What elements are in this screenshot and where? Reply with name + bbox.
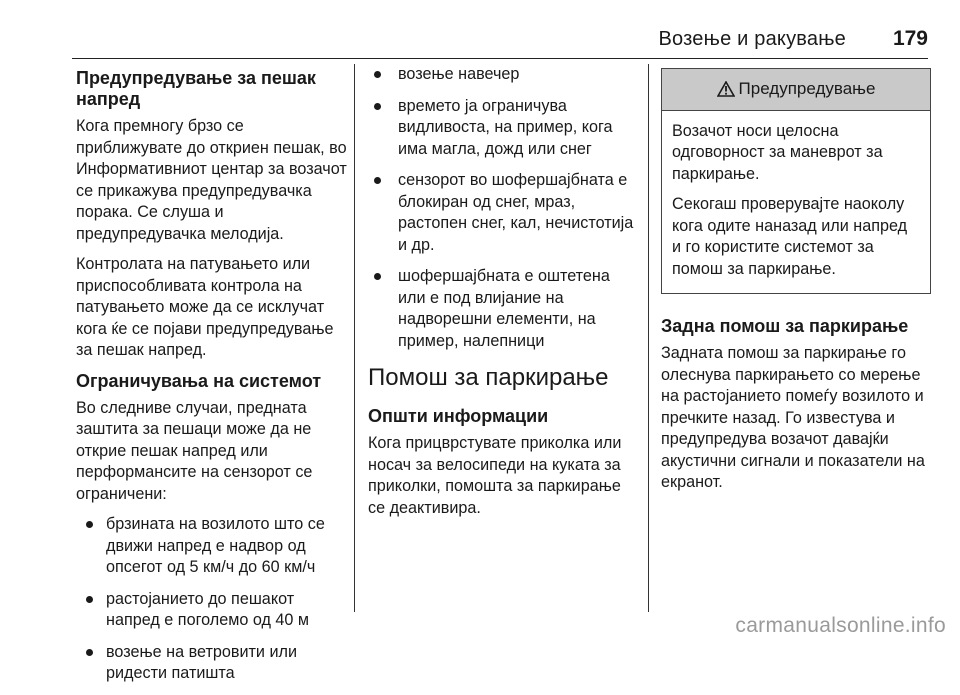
warning-box bbox=[661, 68, 931, 294]
warning-body bbox=[662, 111, 930, 294]
paragraph: Кога прицврстувате приколка или носач за велосипеди на куката за приколки, помошта за паркирање се деактивира. bbox=[368, 434, 622, 517]
paragraph: Секогаш проверувајте наоколу кога одите наназад или напред и го користите системот за помош за паркирање. bbox=[672, 195, 908, 278]
paragraph: Задната помош за паркирање го олеснува паркирањето со мерење на растојанието помеѓу возилото и пречките назад. Го известува и предупредува возачот давајќи акустични сигнали и показатели на екранот. bbox=[661, 344, 925, 491]
list-item: растојанието до пешакот напред е поголемо од 40 м bbox=[76, 589, 348, 632]
column-right bbox=[661, 64, 931, 503]
heading-pedestrian-warning: Предупредување за пешак напред bbox=[76, 68, 316, 109]
column-middle bbox=[368, 64, 636, 528]
paragraph: Кога премногу брзо се приближувате до откриен пешак, во Информативниот центар за возачот се прикажува предупредувачка порака. Се слуша и предупредувачка мелодија. bbox=[76, 117, 347, 243]
page-number: 179 bbox=[892, 27, 928, 50]
bullet-list bbox=[368, 64, 636, 352]
watermark: carmanualsonline.info bbox=[735, 614, 946, 637]
list-item: сензорот во шофершајбната е блокиран од снег, мраз, растопен снег, кал, нечистотија и др. bbox=[368, 170, 636, 256]
column-divider bbox=[648, 64, 649, 612]
warning-title: Предупредување bbox=[738, 79, 876, 98]
list-item: возење на ветровити или ридести патишта bbox=[76, 642, 348, 685]
paragraph: Во следниве случаи, предната заштита за пешаци може да не открие пешак напред или перформансите на сензорот се ограничени: bbox=[76, 398, 313, 503]
heading-system-limits: Ограничувања на системот bbox=[76, 370, 322, 391]
paragraph: Контролата на патувањето или приспособливата контрола на патувањето може да се исклучат кога ќе се појави предупредување за пешак напред. bbox=[76, 255, 334, 359]
bullet-list bbox=[76, 514, 348, 685]
heading-general-info: Општи информации bbox=[368, 406, 549, 426]
page-header bbox=[72, 28, 928, 59]
list-item: шофершајбната е оштетена или е под влијание на надворешни елементи, на пример, налепници bbox=[368, 266, 636, 352]
column-divider bbox=[354, 64, 355, 612]
heading-rear-parking-assist: Задна помош за паркирање bbox=[661, 316, 909, 336]
warning-header bbox=[662, 69, 930, 111]
column-left bbox=[76, 64, 348, 695]
list-item: возење навечер bbox=[368, 64, 636, 86]
list-item: времето ја ограничува видливоста, на пример, кога има магла, дожд или снег bbox=[368, 96, 636, 161]
warning-triangle-icon bbox=[717, 81, 735, 97]
section-title: Возење и ракување bbox=[658, 28, 846, 50]
heading-parking-assist: Помош за паркирање bbox=[368, 364, 609, 391]
paragraph: Возачот носи целосна одговорност за маневрот за паркирање. bbox=[672, 121, 883, 183]
list-item: брзината на возилото што се движи напред е надвор од опсегот од 5 км/ч до 60 км/ч bbox=[76, 514, 348, 579]
